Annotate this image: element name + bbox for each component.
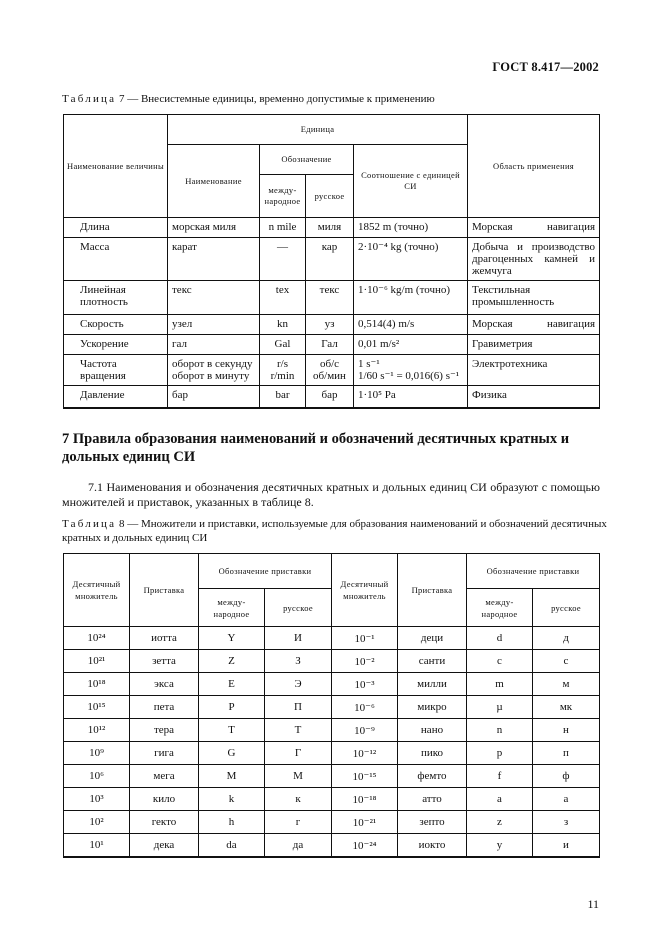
prefix-cell: экса xyxy=(130,673,199,696)
russian-symbol-cell: кар xyxy=(306,238,354,281)
header-multiplier: Десятичный множитель xyxy=(332,554,398,627)
table-row xyxy=(64,335,600,355)
header-multiplier: Десятичный множитель xyxy=(64,554,130,627)
application-cell: Электротехника xyxy=(468,355,600,386)
international-symbol-cell: kn xyxy=(260,315,306,335)
international-symbol-cell: Y xyxy=(199,627,265,650)
relation-cell: 1·10⁻⁶ kg/m (точно) xyxy=(354,281,468,315)
header-designation: Обозначение xyxy=(260,145,354,175)
header-designation: Обозначение приставки xyxy=(467,554,600,589)
international-symbol-cell: M xyxy=(199,765,265,788)
header-russian: русское xyxy=(306,175,354,218)
unit-name-cell: гал xyxy=(168,335,260,355)
header-prefix: Приставка xyxy=(130,554,199,627)
caption-text: 7 — Внесистемные единицы, временно допустимые к применению xyxy=(116,93,435,105)
quantity-cell: Длина xyxy=(64,218,168,238)
table-row xyxy=(64,719,600,742)
caption-word: Таблица xyxy=(62,93,117,105)
international-symbol-cell: Gal xyxy=(260,335,306,355)
prefix-cell: гекто xyxy=(130,811,199,834)
international-symbol-cell: k xyxy=(199,788,265,811)
multiplier-cell: 10⁻⁶ xyxy=(332,696,398,719)
prefix-cell: фемто xyxy=(398,765,467,788)
table-row xyxy=(64,765,600,788)
header-relation: Соотношение с единицей СИ xyxy=(354,145,468,218)
quantity-cell: Масса xyxy=(64,238,168,281)
multiplier-cell: 10¹² xyxy=(64,719,130,742)
multiplier-cell: 10¹ xyxy=(64,834,130,858)
relation-cell: 1 s⁻¹ 1/60 s⁻¹ = 0,016(6) s⁻¹ xyxy=(354,355,468,386)
russian-symbol-cell: Т xyxy=(265,719,332,742)
international-symbol-cell: µ xyxy=(467,696,533,719)
international-symbol-cell: d xyxy=(467,627,533,650)
international-symbol-cell: G xyxy=(199,742,265,765)
caption-word: Таблица xyxy=(62,518,117,530)
section-title: 7 Правила образования наименований и обозначений десятичных кратных и дольных единиц СИ xyxy=(62,431,570,465)
table-7-caption xyxy=(62,92,435,106)
table-row xyxy=(64,673,600,696)
international-symbol-cell: m xyxy=(467,673,533,696)
international-symbol-cell: — xyxy=(260,238,306,281)
international-symbol-cell: z xyxy=(467,811,533,834)
prefix-cell: кило xyxy=(130,788,199,811)
prefix-cell: иокто xyxy=(398,834,467,858)
header-quantity-name: Наименование величины xyxy=(64,115,168,218)
multiplier-cell: 10² xyxy=(64,811,130,834)
russian-symbol-cell: да xyxy=(265,834,332,858)
relation-cell: 0,01 m/s² xyxy=(354,335,468,355)
multiplier-cell: 10³ xyxy=(64,788,130,811)
russian-symbol-cell: Гал xyxy=(306,335,354,355)
quantity-cell: Скорость xyxy=(64,315,168,335)
relation-cell: 1852 m (точно) xyxy=(354,218,468,238)
international-symbol-cell: n xyxy=(467,719,533,742)
page-number: 11 xyxy=(587,897,599,911)
unit-name-cell: узел xyxy=(168,315,260,335)
russian-symbol-cell: с xyxy=(533,650,600,673)
application-cell: Гравиметрия xyxy=(468,335,600,355)
table-row xyxy=(64,696,600,719)
table-row xyxy=(64,742,600,765)
international-symbol-cell: T xyxy=(199,719,265,742)
multiplier-cell: 10⁻²¹ xyxy=(332,811,398,834)
unit-name-cell: бар xyxy=(168,386,260,408)
international-symbol-cell: a xyxy=(467,788,533,811)
multiplier-cell: 10⁻¹⁸ xyxy=(332,788,398,811)
unit-name-cell: морская миля xyxy=(168,218,260,238)
russian-symbol-cell: з xyxy=(533,811,600,834)
multiplier-cell: 10¹⁸ xyxy=(64,673,130,696)
quantity-cell: Частота вращения xyxy=(64,355,168,386)
quantity-cell: Давление xyxy=(64,386,168,408)
table-row xyxy=(64,386,600,408)
header-russian: русское xyxy=(265,589,332,627)
russian-symbol-cell: и xyxy=(533,834,600,858)
prefix-cell: гига xyxy=(130,742,199,765)
international-symbol-cell: da xyxy=(199,834,265,858)
prefix-cell: санти xyxy=(398,650,467,673)
international-symbol-cell: Z xyxy=(199,650,265,673)
prefix-cell: деци xyxy=(398,627,467,650)
russian-symbol-cell: к xyxy=(265,788,332,811)
international-symbol-cell: E xyxy=(199,673,265,696)
international-symbol-cell: bar xyxy=(260,386,306,408)
multiplier-cell: 10⁻³ xyxy=(332,673,398,696)
header-unit: Единица xyxy=(168,115,468,145)
prefix-cell: милли xyxy=(398,673,467,696)
prefix-cell: атто xyxy=(398,788,467,811)
international-symbol-cell: P xyxy=(199,696,265,719)
header-prefix: Приставка xyxy=(398,554,467,627)
table-row xyxy=(64,627,600,650)
quantity-cell: Ускорение xyxy=(64,335,168,355)
table-row xyxy=(64,238,600,281)
russian-symbol-cell: бар xyxy=(306,386,354,408)
application-cell: Добыча и производство драгоценных камней и жемчуга xyxy=(468,238,600,281)
russian-symbol-cell: об/с об/мин xyxy=(306,355,354,386)
table-row xyxy=(64,355,600,386)
prefix-cell: зепто xyxy=(398,811,467,834)
international-symbol-cell: f xyxy=(467,765,533,788)
prefix-cell: микро xyxy=(398,696,467,719)
header-international: между-народное xyxy=(199,589,265,627)
multiplier-cell: 10⁶ xyxy=(64,765,130,788)
multiplier-cell: 10²⁴ xyxy=(64,627,130,650)
prefix-cell: пико xyxy=(398,742,467,765)
relation-cell: 0,514(4) m/s xyxy=(354,315,468,335)
russian-symbol-cell: д xyxy=(533,627,600,650)
header-unit-name: Наименование xyxy=(168,145,260,218)
multiplier-cell: 10⁻² xyxy=(332,650,398,673)
header-russian: русское xyxy=(533,589,600,627)
international-symbol-cell: h xyxy=(199,811,265,834)
russian-symbol-cell: З xyxy=(265,650,332,673)
unit-name-cell: текс xyxy=(168,281,260,315)
russian-symbol-cell: а xyxy=(533,788,600,811)
international-symbol-cell: r/s r/min xyxy=(260,355,306,386)
header-international: между-народное xyxy=(260,175,306,218)
quantity-cell: Линейная плотность xyxy=(64,281,168,315)
international-symbol-cell: p xyxy=(467,742,533,765)
prefix-cell: иотта xyxy=(130,627,199,650)
table-row xyxy=(64,811,600,834)
russian-symbol-cell: ф xyxy=(533,765,600,788)
international-symbol-cell: n mile xyxy=(260,218,306,238)
table-8-caption xyxy=(62,517,622,545)
multiplier-cell: 10⁻⁹ xyxy=(332,719,398,742)
international-symbol-cell: tex xyxy=(260,281,306,315)
russian-symbol-cell: П xyxy=(265,696,332,719)
multiplier-cell: 10²¹ xyxy=(64,650,130,673)
russian-symbol-cell: Э xyxy=(265,673,332,696)
prefix-cell: мега xyxy=(130,765,199,788)
russian-symbol-cell: текс xyxy=(306,281,354,315)
international-symbol-cell: c xyxy=(467,650,533,673)
application-cell: Текстильная промышленность xyxy=(468,281,600,315)
application-cell: Физика xyxy=(468,386,600,408)
international-symbol-cell: y xyxy=(467,834,533,858)
caption-text: 8 — Множители и приставки, используемые для образования наименований и обозначений десятичных кратных и дольных единиц СИ xyxy=(62,518,607,544)
unit-name-cell: карат xyxy=(168,238,260,281)
multiplier-cell: 10¹⁵ xyxy=(64,696,130,719)
document-id: ГОСТ 8.417—2002 xyxy=(492,60,599,74)
unit-name-cell: оборот в секунду оборот в минуту xyxy=(168,355,260,386)
section-paragraph: 7.1 Наименования и обозначения десятичных кратных и дольных единиц СИ образуют с помощью множителей и приставок, указанных в таблице 8. xyxy=(62,480,600,509)
multiplier-cell: 10⁻¹² xyxy=(332,742,398,765)
application-cell: Морская навигация xyxy=(468,315,600,335)
table-row xyxy=(64,281,600,315)
russian-symbol-cell: миля xyxy=(306,218,354,238)
table-row xyxy=(64,315,600,335)
prefix-cell: нано xyxy=(398,719,467,742)
russian-symbol-cell: п xyxy=(533,742,600,765)
prefix-cell: тера xyxy=(130,719,199,742)
russian-symbol-cell: уз xyxy=(306,315,354,335)
russian-symbol-cell: И xyxy=(265,627,332,650)
table-row xyxy=(64,650,600,673)
prefix-cell: дека xyxy=(130,834,199,858)
relation-cell: 1·10⁵ Pa xyxy=(354,386,468,408)
prefix-cell: пета xyxy=(130,696,199,719)
russian-symbol-cell: м xyxy=(533,673,600,696)
header-application: Область применения xyxy=(468,115,600,218)
header-international: между-народное xyxy=(467,589,533,627)
russian-symbol-cell: М xyxy=(265,765,332,788)
multiplier-cell: 10⁻¹ xyxy=(332,627,398,650)
table-row xyxy=(64,834,600,858)
table-row xyxy=(64,788,600,811)
table-8 xyxy=(63,553,600,858)
multiplier-cell: 10⁻¹⁵ xyxy=(332,765,398,788)
header-designation: Обозначение приставки xyxy=(199,554,332,589)
application-cell: Морская навигация xyxy=(468,218,600,238)
russian-symbol-cell: г xyxy=(265,811,332,834)
multiplier-cell: 10⁹ xyxy=(64,742,130,765)
russian-symbol-cell: Г xyxy=(265,742,332,765)
prefix-cell: зетта xyxy=(130,650,199,673)
russian-symbol-cell: мк xyxy=(533,696,600,719)
table-7 xyxy=(63,114,600,409)
table-row xyxy=(64,218,600,238)
multiplier-cell: 10⁻²⁴ xyxy=(332,834,398,858)
relation-cell: 2·10⁻⁴ kg (точно) xyxy=(354,238,468,281)
russian-symbol-cell: н xyxy=(533,719,600,742)
